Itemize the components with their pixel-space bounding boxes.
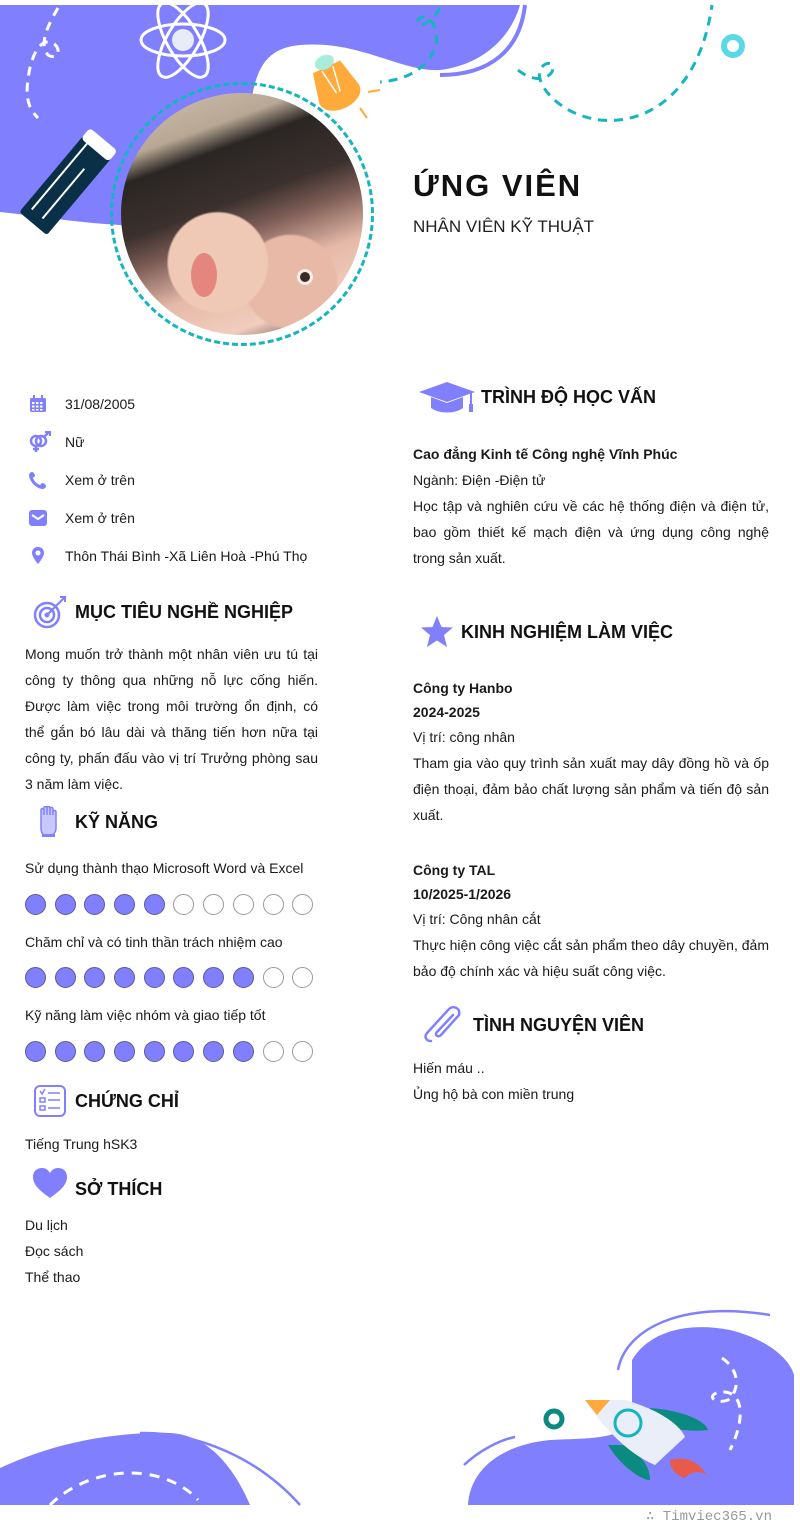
- phone-icon: [28, 470, 65, 490]
- contact-birthdate: [28, 385, 307, 423]
- contact-gender: [28, 423, 307, 461]
- skill-name: Kỹ năng làm việc nhóm và giao tiếp tốt: [25, 1007, 266, 1023]
- green-ring-icon: [546, 1411, 562, 1427]
- location-pin-icon: [28, 546, 65, 566]
- address-text: Thôn Thái Bình -Xã Liên Hoà -Phú Thọ: [65, 548, 308, 564]
- volunteer-heading: [413, 1005, 644, 1045]
- experience-entry: [413, 676, 769, 828]
- avatar-frame: [110, 82, 374, 346]
- calendar-icon: [28, 394, 65, 414]
- heart-icon: [24, 1167, 75, 1199]
- phone-text: Xem ở trên: [65, 472, 135, 488]
- volunteer-item: Ủng hộ bà con miền trung: [413, 1086, 575, 1102]
- education-entry: [413, 441, 769, 571]
- objective-heading: [24, 595, 293, 629]
- work-position: Vị trí: công nhân: [413, 729, 515, 745]
- contact-info: [28, 385, 307, 575]
- certificates-title: CHỨNG CHỈ: [75, 1090, 179, 1111]
- email-text: Xem ở trên: [65, 510, 135, 526]
- hobbies-heading: [24, 1165, 162, 1200]
- avatar: [121, 93, 363, 335]
- experience-entry: [413, 858, 769, 984]
- target-icon: [24, 595, 75, 629]
- experience-title: KINH NGHIỆM LÀM VIỆC: [461, 621, 674, 642]
- education-title: TRÌNH ĐỘ HỌC VẤN: [481, 386, 656, 407]
- graduation-cap-icon: [413, 380, 481, 414]
- skill-rating: [25, 967, 313, 988]
- email-icon: [28, 508, 65, 528]
- volunteer-list: [413, 1055, 574, 1107]
- watermark: ∴ Timviec365.vn: [645, 1509, 772, 1525]
- hobby-item: Du lịch: [25, 1217, 68, 1233]
- work-description: Thực hiện công việc cắt sản phẩm theo dây chuyền, đảm bảo độ chính xác và hiệu suất công việc.: [413, 937, 769, 979]
- skills-title: KỸ NĂNG: [75, 811, 159, 832]
- skills-heading: [24, 806, 158, 838]
- job-title: NHÂN VIÊN KỸ THUẬT: [413, 217, 595, 236]
- hobby-item: Thể thao: [25, 1269, 81, 1285]
- education-heading: [413, 380, 656, 414]
- company-name: Công ty TAL: [413, 862, 496, 878]
- objective-title: MỤC TIÊU NGHỀ NGHIỆP: [75, 601, 294, 622]
- certificate-item: Tiếng Trung hSK3: [25, 1136, 138, 1152]
- skill-name: Chăm chỉ và có tinh thần trách nhiệm cao: [25, 934, 283, 950]
- education-description: Học tập và nghiên cứu về các hệ thống điện và điện tử, bao gồm thiết kế mạch điện và ứng dụng công nghệ trong sản xuất.: [413, 498, 769, 566]
- experience-heading: [413, 615, 673, 649]
- checklist-icon: [24, 1085, 75, 1117]
- teal-ring-icon: [724, 37, 742, 55]
- work-period: 10/2025-1/2026: [413, 886, 512, 902]
- paperclip-icon: [413, 1005, 473, 1045]
- contact-phone: [28, 461, 307, 499]
- volunteer-item: Hiến máu ..: [413, 1060, 485, 1076]
- work-period: 2024-2025: [413, 704, 480, 720]
- hobbies-title: SỞ THÍCH: [75, 1179, 163, 1199]
- candidate-name: ỨNG VIÊN: [413, 168, 583, 203]
- objective-text: Mong muốn trở thành một nhân viên ưu tú tại công ty thông qua những nỗ lực cống hiến. Được làm việc trong môi trường ổn định, có thể gắn bó lâu dài và thăng tiến hơn nữa tại công ty, phấn đấu vào vị trí Trưởng phòng sau 3 năm làm việc.: [25, 646, 318, 792]
- contact-email: [28, 499, 307, 537]
- hobby-item: Đọc sách: [25, 1243, 84, 1259]
- work-position: Vị trí: Công nhân cắt: [413, 911, 541, 927]
- school-name: Cao đẳng Kinh tế Công nghệ Vĩnh Phúc: [413, 446, 678, 462]
- gender-text: Nữ: [65, 434, 85, 450]
- gender-icon: [28, 431, 65, 453]
- volunteer-title: TÌNH NGUYỆN VIÊN: [473, 1014, 645, 1035]
- work-description: Tham gia vào quy trình sản xuất may dây đồng hồ và ốp điện thoại, đảm bảo chất lượng sản phẩm và tiến độ sản xuất.: [413, 755, 769, 823]
- certificates-heading: [24, 1085, 179, 1117]
- star-icon: [413, 615, 461, 649]
- birthdate-text: 31/08/2005: [65, 396, 136, 412]
- hobbies-list: [25, 1212, 83, 1290]
- skill-rating: [25, 1041, 313, 1062]
- company-name: Công ty Hanbo: [413, 680, 513, 696]
- hand-icon: [24, 806, 75, 838]
- contact-address: [28, 537, 307, 575]
- skill-rating: [25, 894, 313, 915]
- major: Ngành: Điện -Điện tử: [413, 472, 546, 488]
- skill-name: Sử dụng thành thạo Microsoft Word và Excel: [25, 860, 304, 876]
